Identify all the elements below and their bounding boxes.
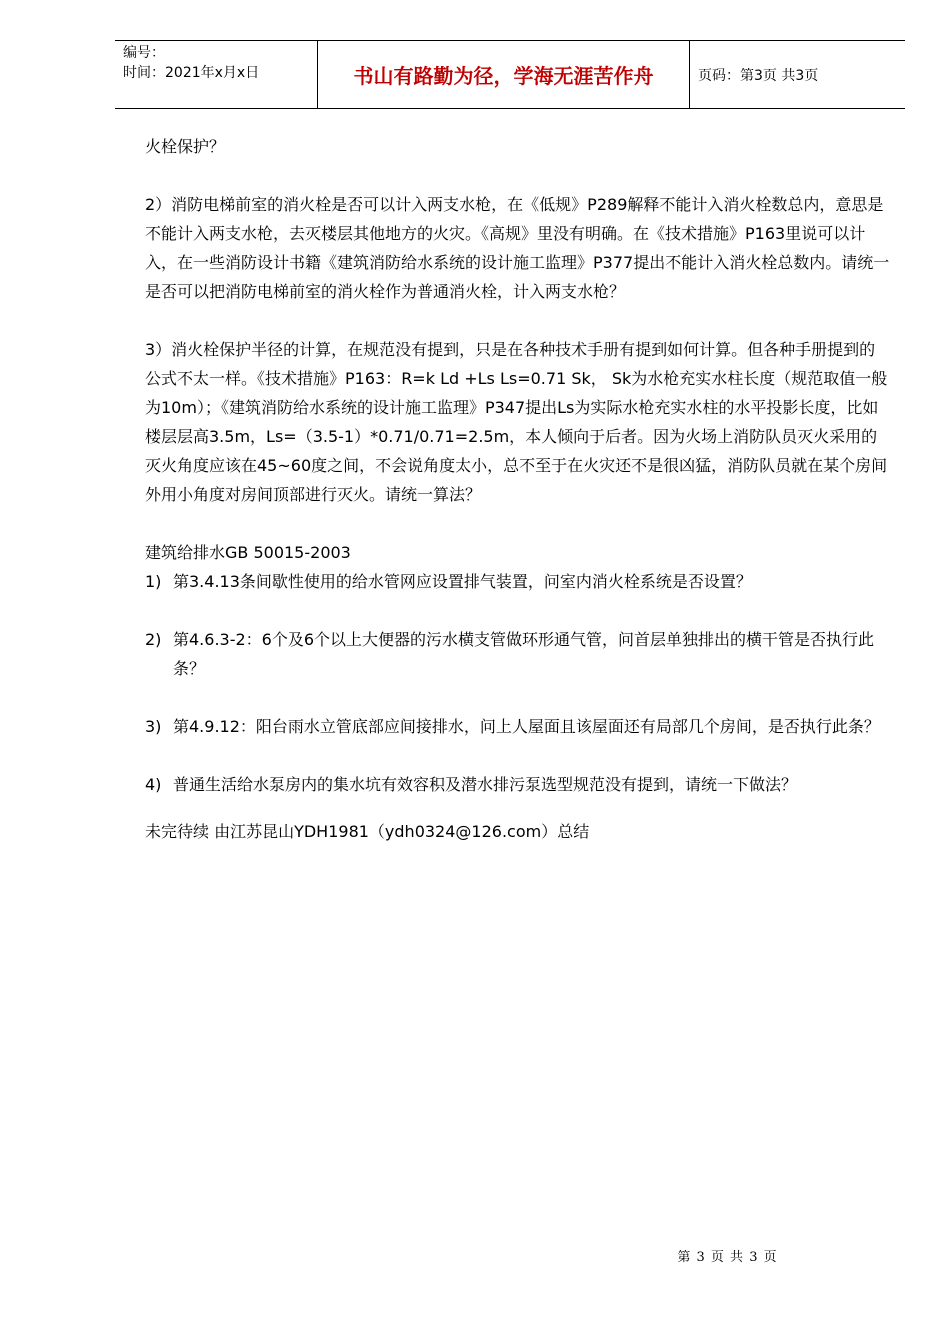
document-body [145, 132, 890, 846]
list-item-text: 第4.9.12：阳台雨水立管底部应间接排水，问上人屋面且该屋面还有局部几个房间，是否执行此条？ [173, 717, 880, 736]
list-item [145, 625, 890, 683]
paragraph-intro: 火栓保护？ [145, 137, 226, 156]
list-item-text: 第4.6.3-2：6个及6个以上大便器的污水横支管做环形通气管，问首层单独排出的横干管是否执行此条？ [173, 630, 875, 678]
footer-page-number: 第 3 页 共 3 页 [677, 1250, 778, 1265]
header-page-info: 页码：第3页 共3页 [698, 67, 819, 84]
list-item-number: 3) [145, 717, 162, 736]
paragraph-3: 3）消火栓保护半径的计算，在规范没有提到，只是在各种技术手册有提到如何计算。但各种手册提到的公式不太一样。《技术措施》P163：R=k Ld +Ls Ls=0.71 Sk， Sk为水枪充实水柱长度（规范取值一般为10m）；《建筑消防给水系统的设计施工监理》P347提出Ls为实际水枪充实水柱的水平投影长度，比如楼层层高3.5m，Ls=（3.5-1）*0.71/0.71=2.5m，本人倾向于后者。因为火场上消防队员灭火采用的灭火角度应该在45~60度之间，不会说角度太小，总不至于在火灾还不是很凶猛，消防队员就在某个房间外用小角度对房间顶部进行灭火。请统一算法？ [145, 340, 888, 504]
list-item [145, 567, 890, 596]
list-item [145, 770, 890, 799]
list-item-number: 2) [145, 630, 162, 649]
list-item-text: 普通生活给水泵房内的集水坑有效容积及潜水排污泵选型规范没有提到，请统一下做法？ [173, 775, 798, 794]
list-item-number: 1) [145, 572, 162, 591]
list-item-text: 第3.4.13条间歇性使用的给水管网应设置排气装置，问室内消火栓系统是否设置？ [173, 572, 752, 591]
page-header [115, 40, 905, 109]
paragraph-2: 2）消防电梯前室的消火栓是否可以计入两支水枪，在《低规》P289解释不能计入消火栓数总内，意思是不能计入两支水枪，去灭楼层其他地方的火灾。《高规》里没有明确。在《技术措施》P163里说可以计入，在一些消防设计书籍《建筑消防给水系统的设计施工监理》P377提出不能计入消火栓总数内。请统一是否可以把消防电梯前室的消火栓作为普通消火栓，计入两支水枪？ [145, 195, 890, 301]
page-footer [0, 1246, 950, 1265]
closing-line: 未完待续 由江苏昆山YDH1981（ydh0324@126.com）总结 [145, 822, 590, 841]
header-motto-cell [317, 41, 690, 108]
time-label: 时间：2021年x月x日 [123, 65, 260, 81]
list-item-number: 4) [145, 775, 162, 794]
number-label: 编号： [123, 45, 165, 61]
section-title: 建筑给排水GB 50015-2003 [145, 543, 351, 562]
list-item [145, 712, 890, 741]
header-motto: 书山有路勤为径，学海无涯苦作舟 [353, 64, 654, 88]
header-meta [115, 41, 317, 108]
